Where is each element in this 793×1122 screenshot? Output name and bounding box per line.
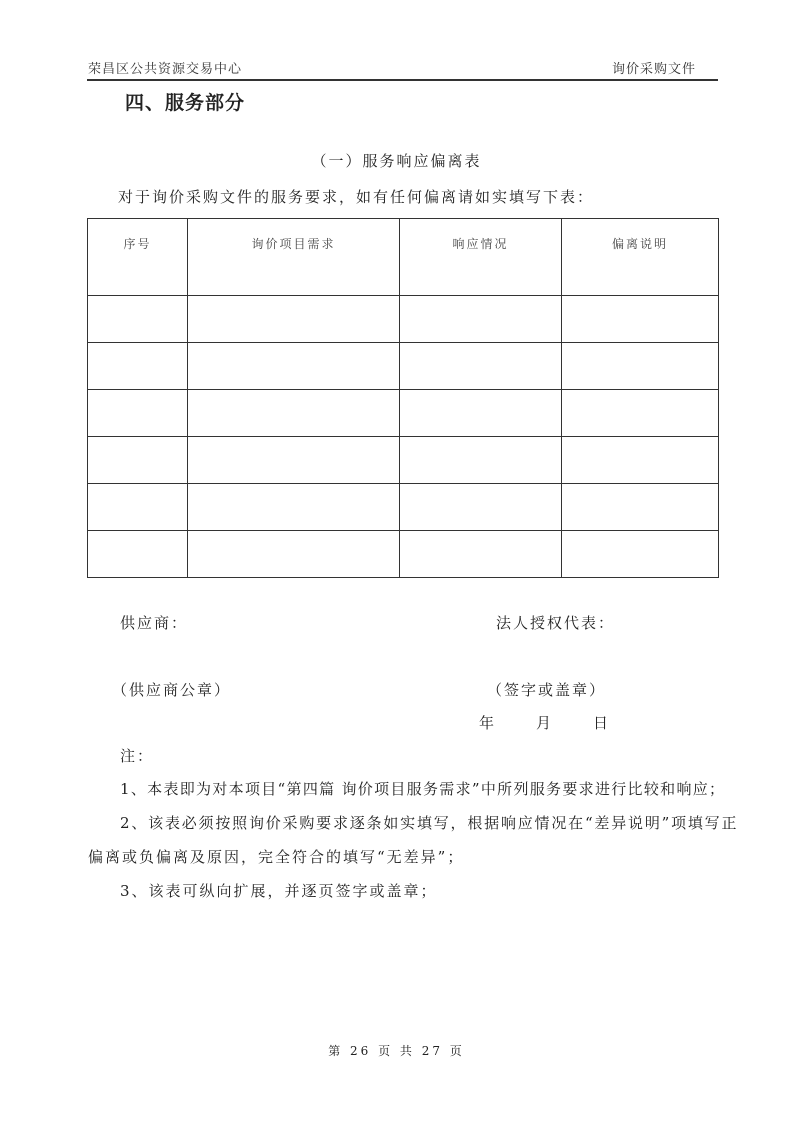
- table-cell[interactable]: [88, 390, 188, 437]
- table-cell[interactable]: [562, 296, 719, 343]
- representative-label: 法人授权代表：: [496, 614, 616, 632]
- table-cell[interactable]: [188, 531, 400, 578]
- date-day: 日: [593, 714, 611, 732]
- note-item: 1、本表即为对本项目“第四篇 询价项目服务需求”中所列服务要求进行比较和响应；: [120, 780, 726, 798]
- table-cell[interactable]: [88, 437, 188, 484]
- table-row: [88, 531, 719, 578]
- table-cell[interactable]: [562, 437, 719, 484]
- date-year: 年: [479, 714, 497, 732]
- table-row: [88, 343, 719, 390]
- table-cell[interactable]: [400, 343, 562, 390]
- note-item: 2、该表必须按照询价采购要求逐条如实填写，根据响应情况在“差异说明”项填写正: [120, 814, 739, 832]
- table-cell[interactable]: [562, 390, 719, 437]
- date-month: 月: [536, 714, 554, 732]
- notes-label: 注：: [120, 747, 155, 765]
- note-item: 3、该表可纵向扩展，并逐页签字或盖章；: [120, 882, 438, 900]
- table-row: [88, 437, 719, 484]
- table-cell[interactable]: [188, 484, 400, 531]
- deviation-table: [87, 218, 719, 578]
- header-right: 询价采购文件: [612, 62, 697, 77]
- table-cell[interactable]: [400, 437, 562, 484]
- table-cell[interactable]: [562, 484, 719, 531]
- intro-text: 对于询价采购文件的服务要求，如有任何偏离请如实填写下表：: [118, 188, 595, 206]
- table-cell[interactable]: [88, 484, 188, 531]
- column-header: 响应情况: [400, 219, 562, 296]
- column-header: 询价项目需求: [188, 219, 400, 296]
- table-cell[interactable]: [88, 296, 188, 343]
- table-cell[interactable]: [88, 343, 188, 390]
- table-cell[interactable]: [562, 343, 719, 390]
- table-row: [88, 390, 719, 437]
- column-header: 序号: [88, 219, 188, 296]
- note-item: 偏离或负偏离及原因，完全符合的填写“无差异”；: [88, 848, 465, 866]
- supplier-seal-label: （供应商公章）: [112, 681, 232, 699]
- header-left: 荣昌区公共资源交易中心: [88, 62, 243, 77]
- table-cell[interactable]: [400, 531, 562, 578]
- subsection-title: （一）服务响应偏离表: [311, 152, 482, 170]
- table-row: [88, 296, 719, 343]
- section-title: 四、服务部分: [125, 92, 246, 114]
- table-cell[interactable]: [400, 390, 562, 437]
- table-header-row: [88, 219, 719, 296]
- column-header: 偏离说明: [562, 219, 719, 296]
- supplier-label: 供应商：: [120, 614, 189, 632]
- table-cell[interactable]: [188, 343, 400, 390]
- table-cell[interactable]: [188, 390, 400, 437]
- sign-or-seal-label: （签字或盖章）: [487, 681, 607, 699]
- table-cell[interactable]: [562, 531, 719, 578]
- table-cell[interactable]: [188, 296, 400, 343]
- header-divider: [87, 79, 718, 81]
- table-cell[interactable]: [188, 437, 400, 484]
- table-cell[interactable]: [400, 296, 562, 343]
- table-row: [88, 484, 719, 531]
- table-cell[interactable]: [88, 531, 188, 578]
- page-number: 第 26 页 共 27 页: [328, 1044, 465, 1058]
- table-cell[interactable]: [400, 484, 562, 531]
